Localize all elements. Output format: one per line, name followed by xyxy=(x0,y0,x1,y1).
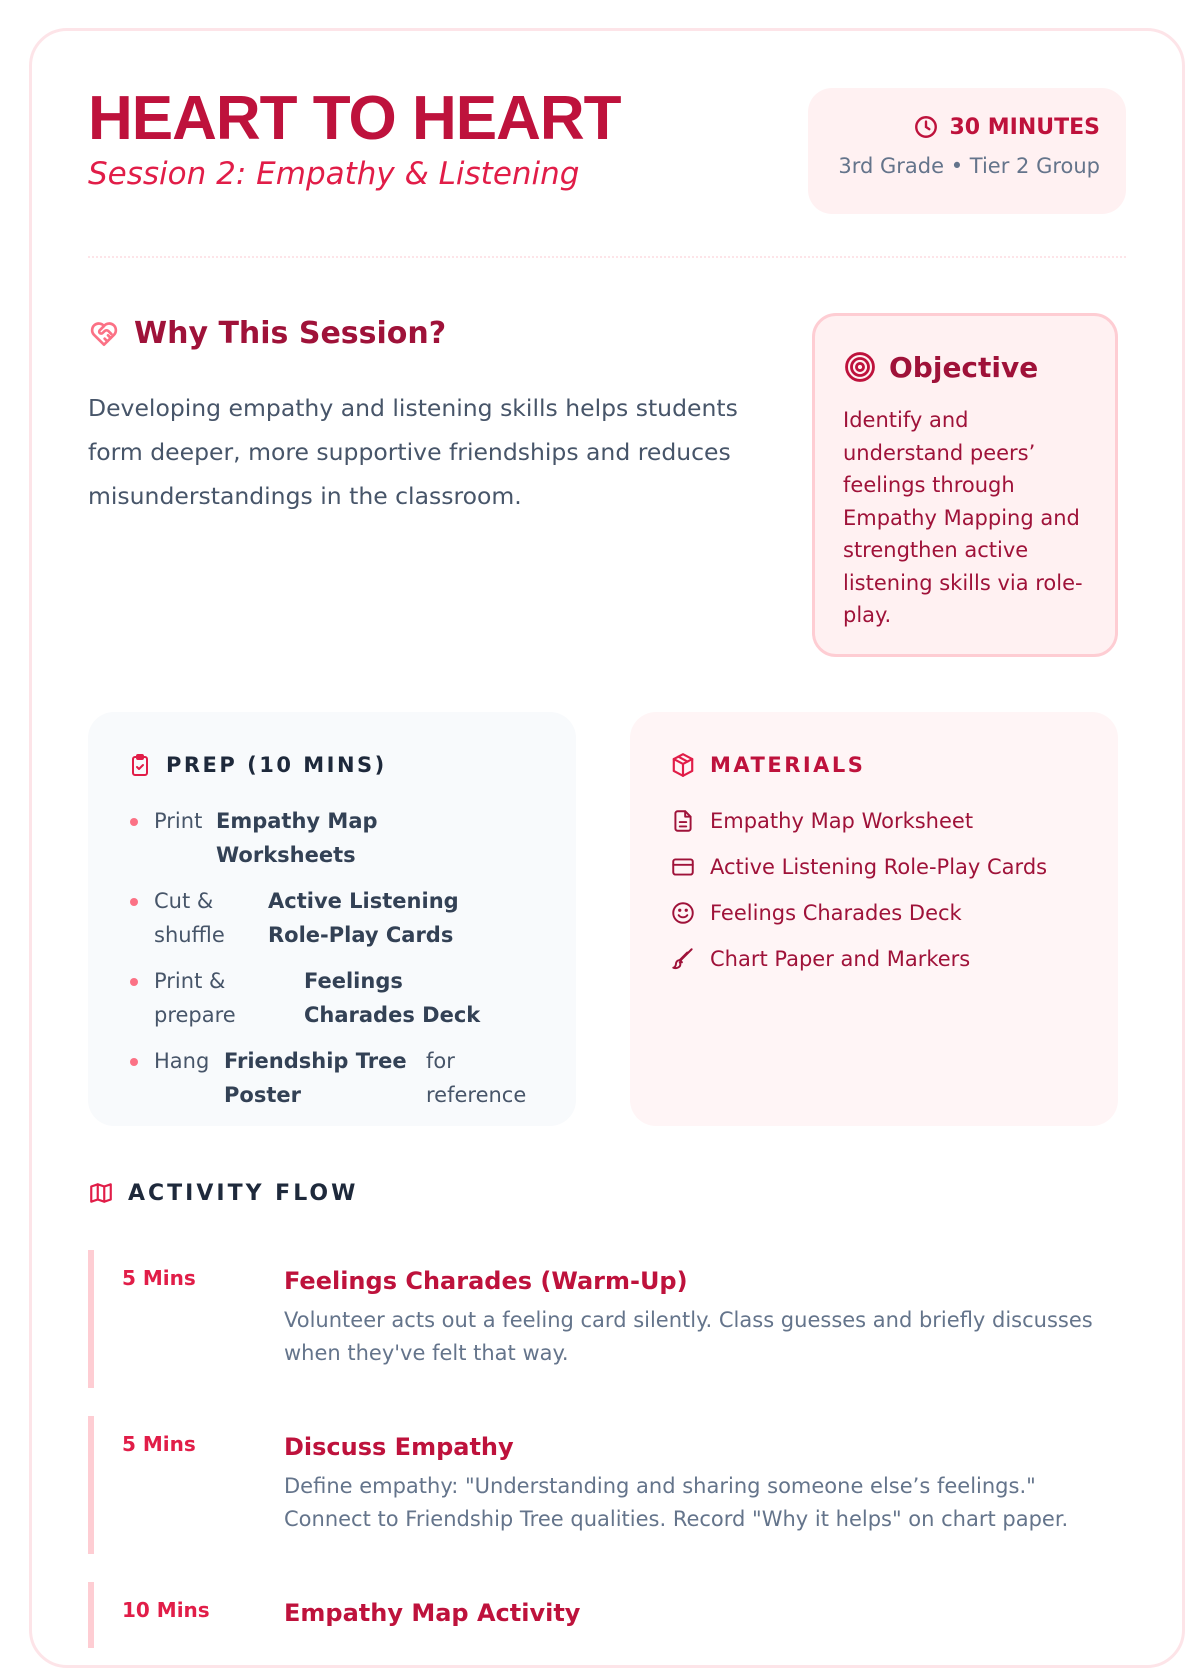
document-icon xyxy=(670,808,696,834)
prep-list xyxy=(128,804,536,1112)
heart-handshake-icon xyxy=(88,318,120,350)
card-icon xyxy=(670,854,696,880)
brush-icon xyxy=(670,946,696,972)
prep-item-note: for reference xyxy=(426,1049,527,1107)
prep-verb: Print & prepare xyxy=(154,969,236,1027)
prep-title: PREP (10 MINS) xyxy=(166,753,387,777)
bullet xyxy=(130,1058,138,1066)
step-duration: 5 Mins xyxy=(122,1266,196,1290)
prep-verb: Hang xyxy=(154,1049,210,1073)
prep-item xyxy=(128,884,536,952)
step-description: Volunteer acts out a feeling card silently. Class guesses and briefly discusses when they've felt that way. xyxy=(284,1308,1093,1365)
objective-box xyxy=(812,313,1118,657)
why-title: Why This Session? xyxy=(134,316,447,351)
prep-item xyxy=(128,964,536,1032)
materials-header xyxy=(670,752,1078,778)
prep-header xyxy=(128,752,536,778)
activity-flow-title: ACTIVITY FLOW xyxy=(128,1180,359,1206)
objective-header xyxy=(843,350,1089,384)
step-duration: 10 Mins xyxy=(122,1598,210,1622)
map-icon xyxy=(88,1180,114,1206)
bullet xyxy=(130,818,138,826)
package-icon xyxy=(670,752,696,778)
material-item xyxy=(670,850,1078,884)
material-item xyxy=(670,804,1078,838)
duration-row xyxy=(808,114,1100,140)
objective-title: Objective xyxy=(889,350,1039,384)
smiley-icon xyxy=(670,900,696,926)
step-body xyxy=(284,1596,1118,1630)
clock-icon xyxy=(913,114,939,140)
why-header xyxy=(88,316,446,351)
bullet xyxy=(130,898,138,906)
activity-flow-list xyxy=(88,1250,1118,1676)
material-label: Chart Paper and Markers xyxy=(710,947,971,971)
target-icon xyxy=(843,350,877,384)
materials-title: MATERIALS xyxy=(710,753,866,777)
step-body xyxy=(284,1264,1118,1370)
material-item xyxy=(670,942,1078,976)
duration-text: 30 MINUTES xyxy=(949,114,1100,140)
material-item xyxy=(670,896,1078,930)
prep-box xyxy=(88,712,576,1126)
material-label: Empathy Map Worksheet xyxy=(710,809,974,833)
clipboard-check-icon xyxy=(128,752,152,778)
activity-step xyxy=(88,1582,1118,1648)
session-subtitle: Session 2: Empathy & Listening xyxy=(88,156,580,192)
activity-flow-header xyxy=(88,1180,358,1206)
step-title: Discuss Empathy xyxy=(284,1433,514,1461)
activity-step xyxy=(88,1250,1118,1388)
prep-verb: Print xyxy=(154,809,203,833)
material-label: Feelings Charades Deck xyxy=(710,901,962,925)
session-meta xyxy=(808,88,1126,214)
header-divider xyxy=(88,256,1126,258)
bullet xyxy=(130,978,138,986)
step-description: Define empathy: "Understanding and sharing someone else’s feelings." Connect to Friendship Tree qualities. Record "Why it helps" on chart paper. xyxy=(284,1474,1069,1531)
prep-item xyxy=(128,804,536,872)
prep-item-name: Empathy Map Worksheets xyxy=(216,809,378,867)
material-label: Active Listening Role-Play Cards xyxy=(710,855,1048,879)
prep-item-name: Active Listening Role-Play Cards xyxy=(268,889,459,947)
prep-verb: Cut & shuffle xyxy=(154,889,225,947)
step-title: Feelings Charades (Warm-Up) xyxy=(284,1267,688,1295)
why-text: Developing empathy and listening skills helps students form deeper, more supportive friendships and reduces misunderstandings in the classroom. xyxy=(88,394,738,510)
step-body xyxy=(284,1430,1118,1536)
objective-text: Identify and understand peers’ feelings through Empathy Mapping and strengthen active listening skills via role-play. xyxy=(843,408,1083,627)
materials-box xyxy=(630,712,1118,1126)
prep-item xyxy=(128,1044,536,1112)
page-title: HEART TO HEART xyxy=(88,84,621,153)
prep-item-name: Friendship Tree Poster xyxy=(224,1049,407,1107)
step-title: Empathy Map Activity xyxy=(284,1599,581,1627)
grade-group-text: 3rd Grade • Tier 2 Group xyxy=(838,154,1100,178)
materials-list xyxy=(670,804,1078,976)
step-duration: 5 Mins xyxy=(122,1432,196,1456)
activity-step xyxy=(88,1416,1118,1554)
prep-item-name: Feelings Charades Deck xyxy=(304,969,481,1027)
